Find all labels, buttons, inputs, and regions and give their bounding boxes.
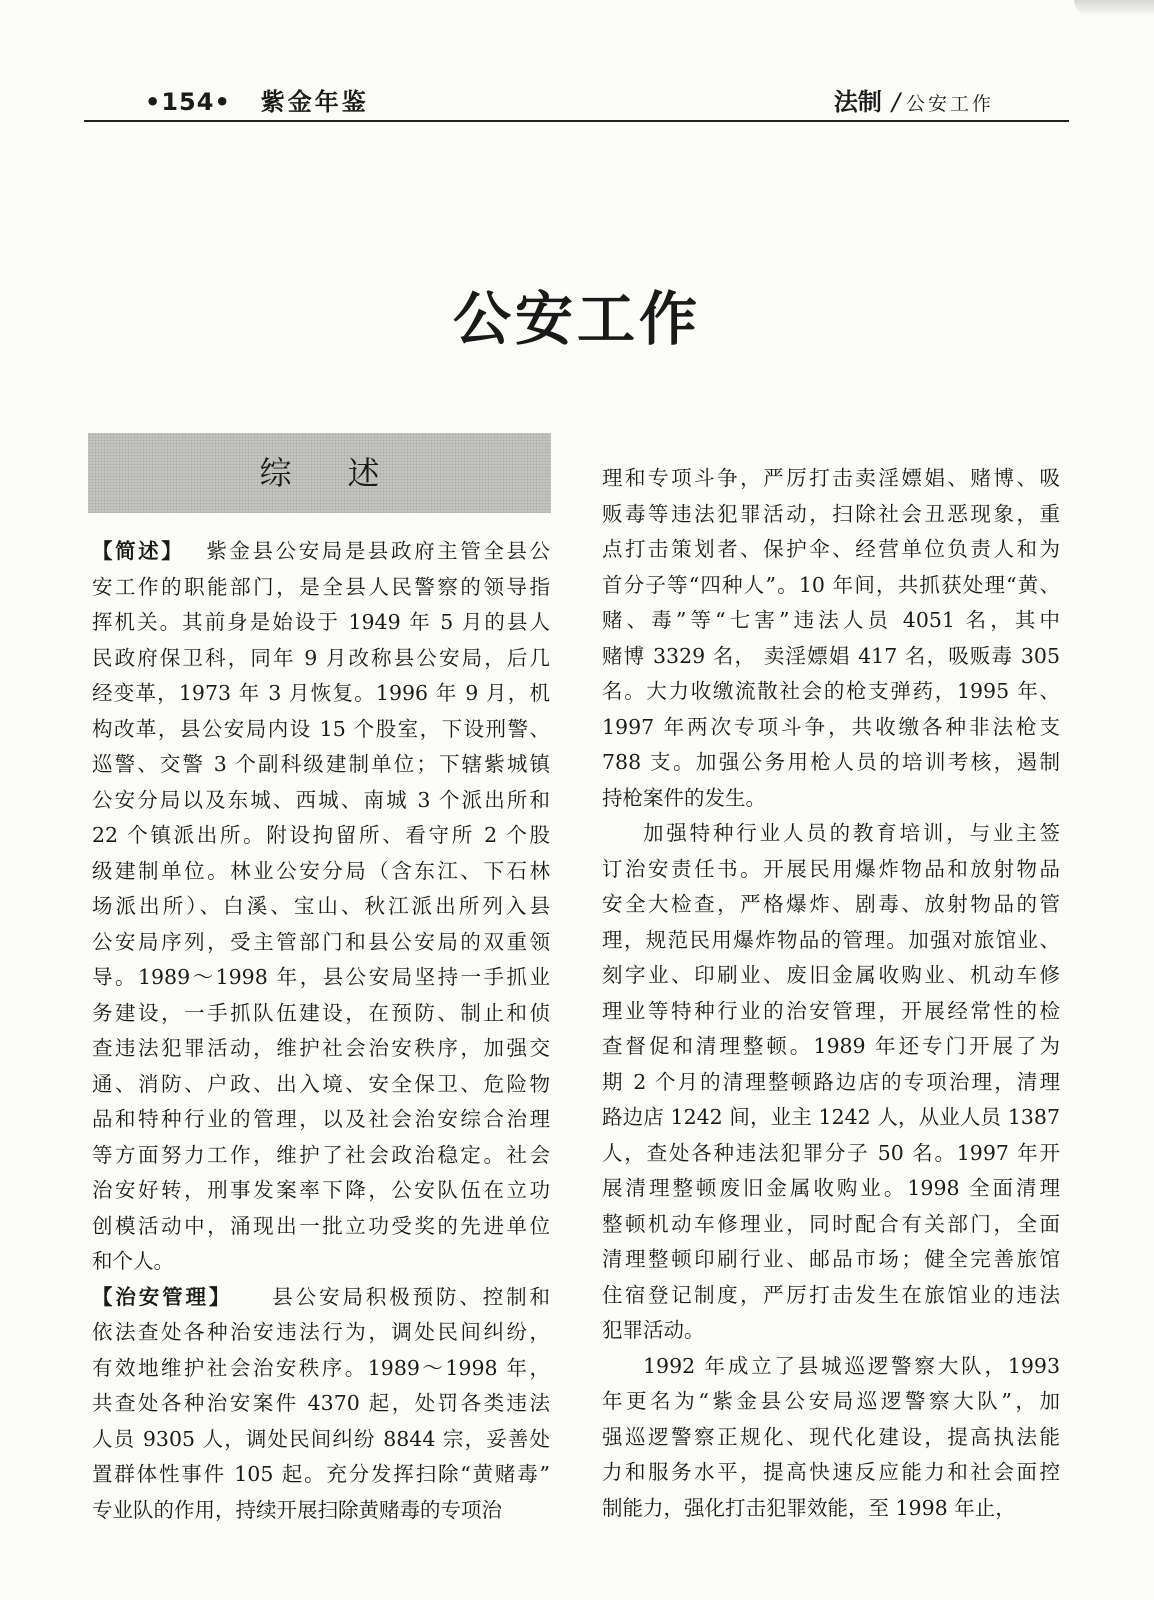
text-line: 共查处各种治安案件 4370 起，处罚各类违法 <box>92 1391 550 1415</box>
text-line: 公安分局以及东城、西城、南城 3 个派出所和 <box>92 787 550 812</box>
header-section: 法制 <box>833 88 882 116</box>
text-line: 订治安责任书。开展民用爆炸物品和放射物品 <box>602 856 1060 881</box>
text-line: 犯罪活动。 <box>602 1318 705 1342</box>
text-run: 紫金县公安局是县政府主管全县公 <box>206 539 551 563</box>
text-line: 788 支。加强公务用枪人员的培训考核，遏制 <box>602 750 1060 774</box>
text-line: 查督促和清理整顿。1989 年还专门开展了为 <box>602 1034 1060 1058</box>
text-run: 县公安局积极预防、控制和 <box>272 1284 551 1309</box>
text-line: 清理整顿印刷行业、邮品市场；健全完善旅馆 <box>602 1247 1060 1271</box>
text-line: 加强特种行业人员的教育培训，与业主签 <box>643 821 1060 845</box>
section-heading: 综述 <box>88 433 551 513</box>
text-line: 1992 年成立了县城巡逻警察大队，1993 <box>643 1353 1060 1378</box>
text-line: 和个人。 <box>92 1249 174 1273</box>
text-line: 理业等特种行业的治安管理，开展经常性的检 <box>602 998 1060 1023</box>
text-line <box>92 1280 550 1316</box>
text-line: 经变革，1973 年 3 月恢复。1996 年 9 月，机 <box>92 681 550 705</box>
running-header-right <box>834 82 994 117</box>
text-line: 人员 9305 人，调处民间纠纷 8844 宗，妥善处 <box>92 1426 550 1451</box>
left-column <box>92 534 550 1528</box>
text-line: 持枪案件的发生。 <box>602 785 766 810</box>
text-line: 公安局序列，受主管部门和县公安局的双重领 <box>92 929 550 954</box>
text-line: 点打击策划者、保护伞、经营单位负责人和为 <box>602 537 1060 561</box>
text-line: 安全大检查，严格爆炸、剧毒、放射物品的管 <box>602 892 1060 916</box>
text-line <box>92 534 550 570</box>
paragraph-tag: 【简述】 <box>92 539 185 563</box>
text-line: 赌、毒”等“七害”违法人员 4051 名，其中 <box>602 608 1060 632</box>
paragraph-tag: 【治安管理】 <box>92 1284 233 1309</box>
text-line: 治安好转，刑事发案率下降，公安队伍在立功 <box>92 1178 550 1202</box>
text-line: 场派出所）、白溪、宝山、秋江派出所列入县 <box>92 894 550 918</box>
header-separator: / <box>891 88 900 116</box>
text-line: 通、消防、户政、出入境、安全保卫、危险物 <box>92 1071 550 1096</box>
text-line: 22 个镇派出所。附设拘留所、看守所 2 个股 <box>92 823 550 847</box>
page-number: •154• <box>145 88 231 116</box>
text-line: 期 2 个月的清理整顿路边店的专项治理，清理 <box>602 1069 1060 1094</box>
page-title: 公安工作 <box>452 285 701 353</box>
text-line: 刻字业、印刷业、废旧金属收购业、机动车修 <box>602 963 1060 987</box>
text-line: 安工作的职能部门，是全县人民警察的领导指 <box>92 574 550 599</box>
text-line: 品和特种行业的管理，以及社会治安综合治理 <box>92 1107 550 1131</box>
text-line: 置群体性事件 105 起。充分发挥扫除“黄赌毒” <box>92 1462 550 1486</box>
text-line: 力和服务水平，提高快速反应能力和社会面控 <box>602 1460 1060 1484</box>
text-line: 有效地维护社会治安秩序。1989～1998 年， <box>92 1355 550 1380</box>
text-line: 人，查处各种违法犯罪分子 50 名。1997 年开 <box>602 1140 1060 1165</box>
text-line: 等方面努力工作，维护了社会政治稳定。社会 <box>92 1142 550 1167</box>
text-line: 1997 年两次专项斗争，共收缴各种非法枪支 <box>602 714 1060 739</box>
text-line: 赌博 3329 名， 卖淫嫖娼 417 名，吸贩毒 305 <box>602 643 1060 668</box>
text-line: 挥机关。其前身是始设于 1949 年 5 月的县人 <box>92 610 550 634</box>
text-line: 级建制单位。林业公安分局（含东江、下石林 <box>92 858 550 883</box>
text-line: 构改革，县公安局内设 15 个股室，下设刑警、 <box>92 716 550 741</box>
text-line: 展清理整顿废旧金属收购业。1998 全面清理 <box>602 1176 1060 1200</box>
text-line: 名。大力收缴流散社会的枪支弹药，1995 年、 <box>602 679 1060 703</box>
text-line: 务建设，一手抓队伍建设，在预防、制止和侦 <box>92 1000 550 1025</box>
text-line: 住宿登记制度，严厉打击发生在旅馆业的违法 <box>602 1282 1060 1307</box>
text-line: 理和专项斗争，严厉打击卖淫嫖娼、赌博、吸 <box>602 466 1060 490</box>
text-line: 查违法犯罪活动，维护社会治安秩序，加强交 <box>92 1036 550 1060</box>
text-line: 巡警、交警 3 个副科级建制单位；下辖紫城镇 <box>92 752 550 776</box>
text-line: 强巡逻警察正规化、现代化建设，提高执法能 <box>602 1424 1060 1449</box>
text-line: 制能力，强化打击犯罪效能，至 1998 年止， <box>602 1495 1016 1520</box>
text-line: 民政府保卫科，同年 9 月改称县公安局，后几 <box>92 645 550 670</box>
text-line: 贩毒等违法犯罪活动，扫除社会丑恶现象，重 <box>602 501 1060 526</box>
text-line: 专业队的作用，持续开展扫除黄赌毒的专项治 <box>92 1497 502 1522</box>
text-line: 年更名为“紫金县公安局巡逻警察大队”，加 <box>602 1389 1060 1413</box>
text-line: 首分子等“四种人”。10 年间，共抓获处理“黄、 <box>602 572 1060 597</box>
text-line: 理，规范民用爆炸物品的管理。加强对旅馆业、 <box>602 927 1060 952</box>
book-title: 紫金年鉴 <box>260 88 369 116</box>
header-subsection: 公安工作 <box>905 93 994 115</box>
text-line: 创模活动中，涌现出一批立功受奖的先进单位 <box>92 1213 550 1238</box>
text-line: 路边店 1242 间，业主 1242 人，从业人员 1387 <box>602 1105 1060 1129</box>
right-column <box>602 461 1060 1526</box>
scan-artifact <box>1074 0 1154 16</box>
header-rule <box>84 120 1069 122</box>
running-header-left <box>145 82 369 117</box>
text-line: 整顿机动车修理业，同时配合有关部门，全面 <box>602 1211 1060 1236</box>
text-line: 依法查处各种治安违法行为，调处民间纠纷， <box>92 1320 550 1344</box>
text-line: 导。1989～1998 年，县公安局坚持一手抓业 <box>92 965 550 989</box>
